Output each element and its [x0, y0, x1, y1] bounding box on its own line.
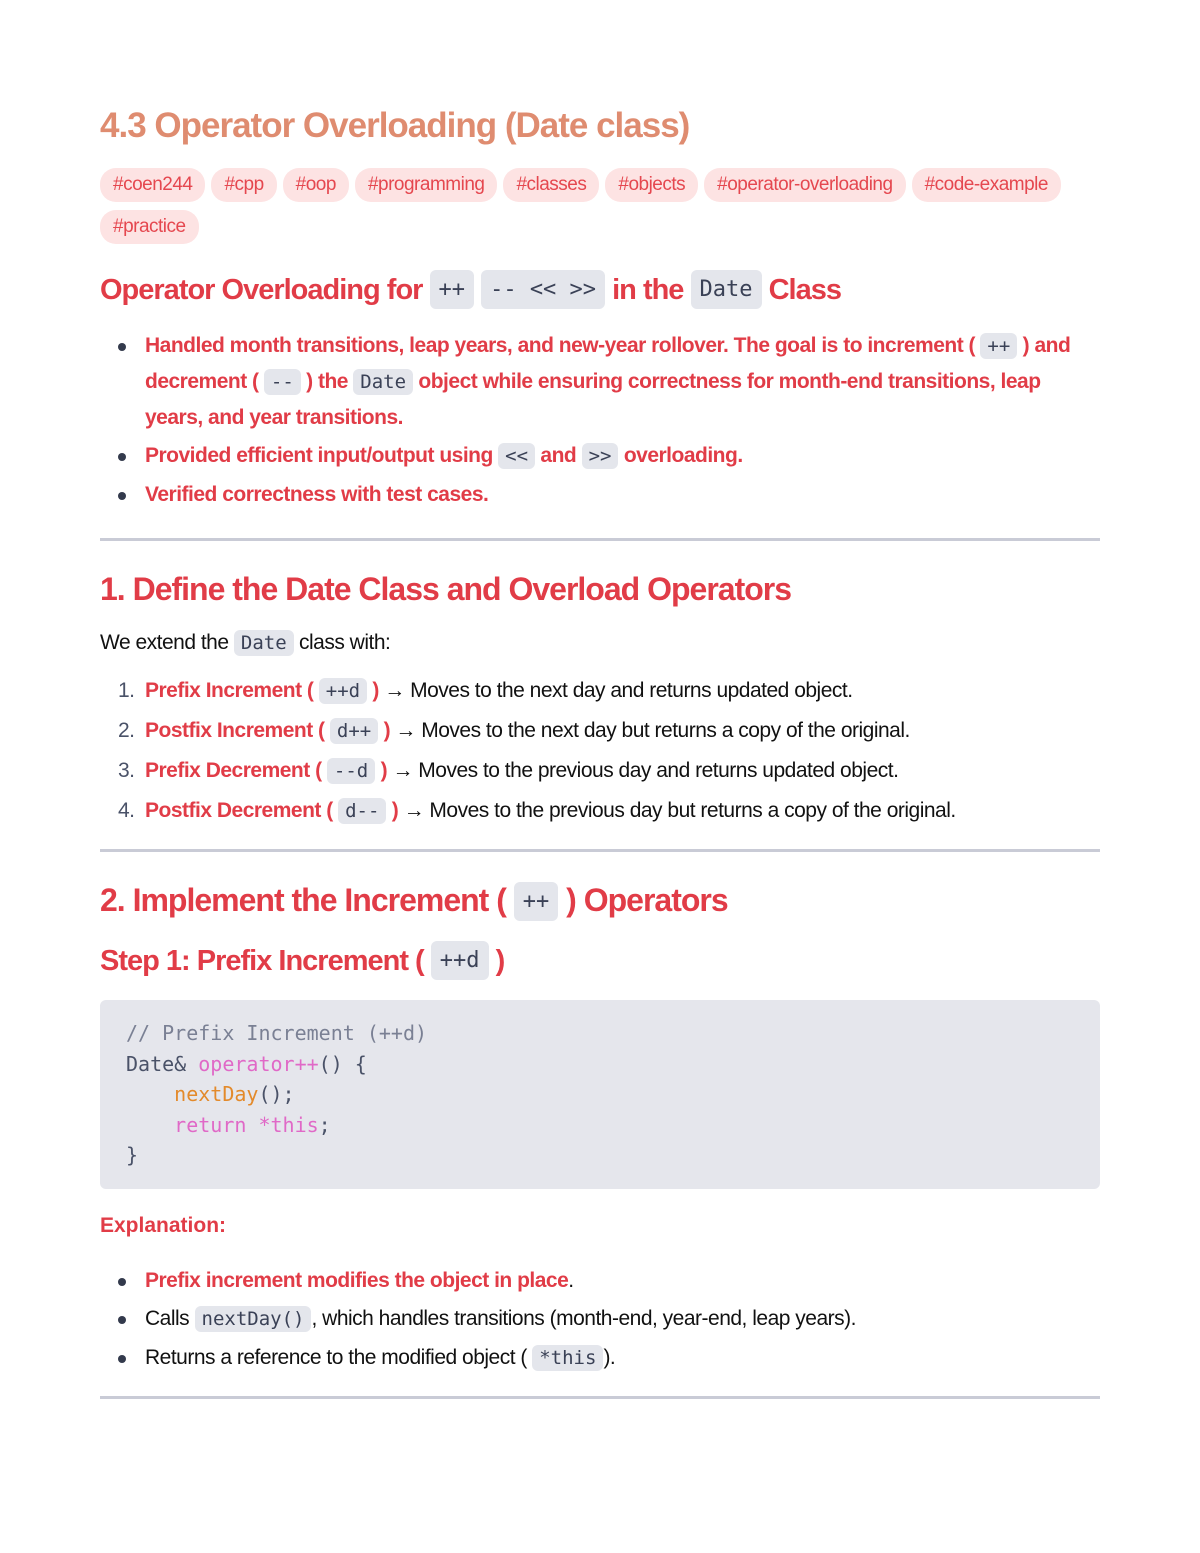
text: Provided efficient input/output using — [145, 444, 493, 467]
text: overloading. — [623, 444, 743, 467]
text: and — [540, 444, 577, 467]
text: Prefix increment modifies the object in place — [145, 1268, 569, 1292]
list-number: 2. — [118, 719, 135, 742]
heading-text: in the — [612, 274, 684, 306]
list-item — [145, 438, 1100, 474]
tag[interactable]: #programming — [355, 168, 498, 202]
code-text: ; — [318, 1112, 331, 1137]
text: ). — [603, 1345, 616, 1369]
code-keyword: return *this — [174, 1112, 319, 1137]
text: Handled month transitions, leap years, and new-year rollover. The goal is to increment ( — [145, 334, 976, 357]
code-indent — [126, 1113, 174, 1137]
heading-text: 2. Implement the Increment ( — [100, 882, 506, 918]
inline-code: ++d — [319, 678, 367, 704]
operator-list — [100, 673, 1100, 829]
item-description: → Moves to the next day and returns updated object. — [384, 679, 853, 702]
item-description: → Moves to the next day but returns a copy of the original. — [395, 719, 910, 742]
inline-code: >> — [582, 443, 619, 469]
text: Verified correctness with test cases. — [145, 483, 489, 506]
list-number: 1. — [118, 679, 135, 702]
divider — [100, 1396, 1100, 1399]
item-description: → Moves to the previous day but returns a copy of the original. — [403, 799, 956, 822]
inline-code: d++ — [330, 718, 378, 744]
code-function: nextDay — [174, 1082, 259, 1106]
inline-code: Date — [353, 369, 413, 395]
code-comment: // Prefix Increment (++d) — [126, 1021, 428, 1045]
list-item — [145, 477, 1100, 512]
item-label: ) — [380, 759, 388, 782]
item-label: ) — [391, 799, 399, 822]
list-item — [145, 1340, 1100, 1376]
page-title: 4.3 Operator Overloading (Date class) — [100, 106, 690, 145]
inline-code: Date — [691, 270, 762, 309]
inline-code: ++ — [430, 270, 475, 309]
heading-text: Operator Overloading for — [100, 274, 423, 306]
intro-bullet-list — [100, 328, 1100, 512]
text: Returns a reference to the modified object ( — [145, 1345, 527, 1369]
text: , which handles transitions (month-end, year-end, leap years). — [311, 1306, 856, 1330]
text: We extend the — [100, 631, 229, 654]
explanation-list — [100, 1263, 1100, 1376]
step1-heading — [100, 938, 1100, 984]
inline-code: -- — [264, 369, 301, 395]
code-block[interactable] — [100, 1000, 1100, 1189]
tag[interactable]: #code-example — [912, 168, 1061, 202]
item-label: Prefix Increment ( — [145, 679, 314, 702]
code-text: } — [126, 1143, 139, 1167]
inline-code: ++d — [431, 941, 489, 980]
list-number: 3. — [118, 759, 135, 782]
divider — [100, 849, 1100, 852]
text: ) the — [306, 370, 348, 393]
explanation-label: Explanation: — [100, 1213, 227, 1237]
inline-code: ++ — [980, 333, 1017, 359]
tag[interactable]: #practice — [100, 210, 199, 244]
heading-text: Class — [768, 274, 841, 306]
item-label: Postfix Decrement ( — [145, 799, 333, 822]
text: ) and decrement ( — [145, 334, 1071, 393]
inline-code: ++ — [514, 882, 559, 921]
code-text: Date& — [126, 1051, 199, 1076]
list-item — [118, 793, 1100, 829]
item-label: Postfix Increment ( — [145, 719, 325, 742]
tag-list — [100, 168, 1100, 244]
item-label: ) — [372, 679, 379, 702]
list-item — [145, 1263, 1100, 1298]
inline-code: Date — [234, 630, 294, 656]
tag[interactable]: #operator-overloading — [704, 168, 905, 202]
code-indent — [126, 1082, 174, 1106]
item-label: ) — [383, 719, 391, 742]
section1-intro — [100, 627, 1100, 659]
item-description: → Moves to the previous day and returns updated object. — [392, 759, 899, 782]
list-number: 4. — [118, 799, 135, 822]
tag[interactable]: #classes — [503, 168, 599, 202]
list-item — [118, 713, 1100, 749]
tag[interactable]: #cpp — [211, 168, 276, 202]
list-item — [118, 673, 1100, 709]
list-item — [145, 1301, 1100, 1337]
inline-code: nextDay() — [195, 1306, 312, 1332]
text: object while ensuring correctness for month-end transitions, leap years, and year transitions. — [145, 370, 1041, 429]
code-keyword: operator++ — [198, 1051, 319, 1076]
code-text: () { — [318, 1051, 367, 1076]
inline-code: -- << >> — [481, 270, 605, 309]
text: class with: — [299, 631, 391, 654]
list-item — [145, 328, 1100, 435]
inline-code: *this — [532, 1345, 603, 1371]
divider — [100, 538, 1100, 541]
heading-text: Step 1: Prefix Increment ( — [100, 945, 424, 977]
heading-text: ) Operators — [566, 882, 728, 918]
tag[interactable]: #objects — [605, 168, 698, 202]
item-label: Prefix Decrement ( — [145, 759, 322, 782]
list-item — [118, 753, 1100, 789]
tag[interactable]: #coen244 — [100, 168, 205, 202]
section1-heading: 1. Define the Date Class and Overload Operators — [100, 571, 792, 607]
inline-code: << — [498, 443, 535, 469]
tag[interactable]: #oop — [283, 168, 349, 202]
section2-heading — [100, 878, 1100, 924]
text: . — [568, 1268, 574, 1292]
text: Calls — [145, 1306, 190, 1330]
code-text: (); — [258, 1082, 295, 1106]
inline-code: --d — [327, 758, 375, 784]
intro-heading — [100, 266, 1100, 314]
heading-text: ) — [495, 945, 505, 977]
inline-code: d-- — [338, 798, 386, 824]
